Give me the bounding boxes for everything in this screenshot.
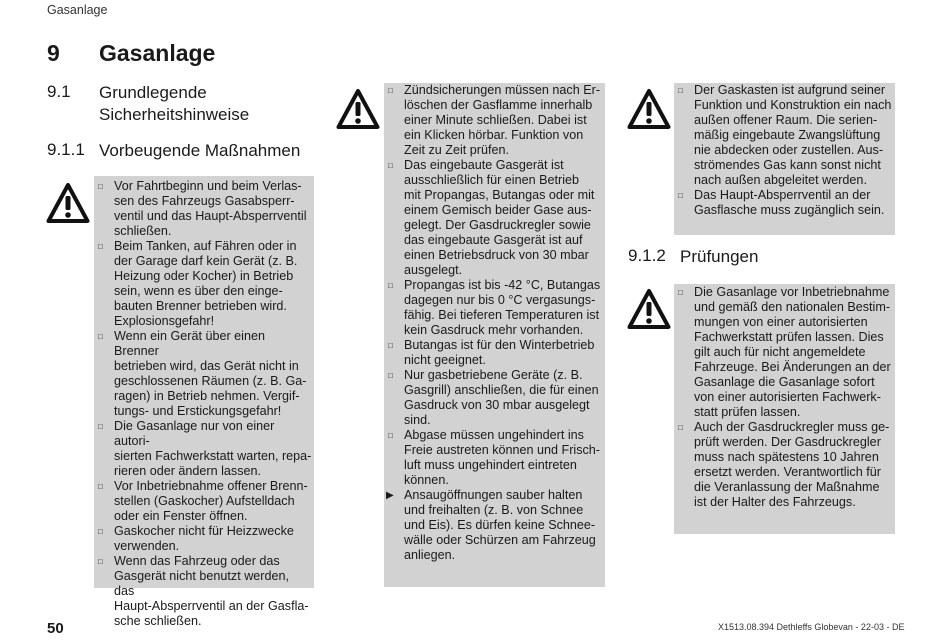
page-number: 50 bbox=[47, 620, 64, 637]
warning-box-inspections bbox=[674, 284, 895, 534]
text-line: Propangas ist bis -42 °C, Butangas bbox=[404, 278, 601, 292]
list-item bbox=[386, 428, 603, 488]
text-line: Gasgerät nicht benutzt werden, das bbox=[114, 569, 290, 598]
text-line: tungs- und Erstickungsgefahr! bbox=[114, 404, 282, 418]
small-square-bullet-icon: □ bbox=[98, 242, 103, 251]
text-line: Fahrzeuge. Bei Änderungen an der bbox=[694, 360, 891, 374]
chapter-number: 9 bbox=[47, 40, 60, 66]
text-line: anliegen. bbox=[404, 548, 456, 562]
small-square-bullet-icon: □ bbox=[678, 423, 683, 432]
text-line: mungen von einer autorisierten bbox=[694, 315, 868, 329]
list-item bbox=[386, 368, 603, 428]
small-square-bullet-icon: □ bbox=[98, 332, 103, 341]
text-line: strömendes Gas kann sonst nicht bbox=[694, 158, 881, 172]
warning-list bbox=[96, 179, 312, 629]
section-number-9-1-2: 9.1.2 bbox=[628, 246, 666, 265]
text-line: Nur gasbetriebene Geräte (z. B. bbox=[404, 368, 583, 382]
list-item bbox=[96, 329, 312, 419]
list-item bbox=[676, 285, 893, 420]
text-line: rieren oder ändern lassen. bbox=[114, 464, 262, 478]
text-line: Gaskocher nicht für Heizzwecke bbox=[114, 524, 294, 538]
text-line: sierten Fachwerkstatt warten, repa- bbox=[114, 449, 312, 463]
small-square-bullet-icon: □ bbox=[388, 281, 393, 290]
text-line: ausschließlich für einen Betrieb bbox=[404, 173, 580, 187]
text-line: sche schließen. bbox=[114, 614, 202, 628]
text-line: Freie austreten können und Frisch- bbox=[404, 443, 601, 457]
action-item-text bbox=[404, 488, 603, 563]
small-square-bullet-icon: □ bbox=[98, 182, 103, 191]
text-line: fähig. Bei tieferen Temperaturen ist bbox=[404, 308, 600, 322]
list-item bbox=[386, 338, 603, 368]
text-line: der Garage darf kein Gerät (z. B. bbox=[114, 254, 298, 268]
chapter-title: Gasanlage bbox=[99, 40, 216, 66]
text-line: Gasanlage die Gasanlage sofort bbox=[694, 375, 875, 389]
text-line: Die Gasanlage nur von einer autori- bbox=[114, 419, 275, 448]
small-square-bullet-icon: □ bbox=[678, 86, 683, 95]
list-item bbox=[96, 524, 312, 554]
warning-list bbox=[676, 83, 893, 218]
text-line: oder ein Fenster öffnen. bbox=[114, 509, 248, 523]
list-item bbox=[676, 420, 893, 510]
small-square-bullet-icon: □ bbox=[98, 527, 103, 536]
small-square-bullet-icon: □ bbox=[388, 371, 393, 380]
small-square-bullet-icon: □ bbox=[388, 161, 393, 170]
text-line: luft muss ungehindert eintreten bbox=[404, 458, 577, 472]
action-list bbox=[386, 488, 603, 563]
text-line: Auch der Gasdruckregler muss ge- bbox=[694, 420, 890, 434]
text-line: Zündsicherungen müssen nach Er- bbox=[404, 83, 601, 97]
list-item bbox=[96, 479, 312, 524]
list-item bbox=[96, 239, 312, 329]
arrow-right-icon: ▶ bbox=[386, 490, 394, 501]
warning-box-precautions bbox=[94, 176, 314, 628]
text-line: Gasdruck von 30 mbar ausgelegt bbox=[404, 398, 590, 412]
small-square-bullet-icon: □ bbox=[98, 422, 103, 431]
text-line: außen offener Raum. Die serien- bbox=[694, 113, 878, 127]
running-header: Gasanlage bbox=[47, 3, 108, 17]
warning-triangle-icon bbox=[46, 182, 90, 224]
text-line: mäßig eingebaute Zwangslüftung bbox=[694, 128, 881, 142]
text-line: ausgelegt. bbox=[404, 263, 463, 277]
text-line: einem Gemisch beider Gase aus- bbox=[404, 203, 592, 217]
text-line: ragen) in Betrieb nehmen. Vergif- bbox=[114, 389, 300, 403]
text-line: sein, wenn es über den einge- bbox=[114, 284, 283, 298]
warning-triangle-icon bbox=[627, 288, 671, 330]
text-line: Butangas ist für den Winterbetrieb bbox=[404, 338, 595, 352]
section-title-line: Sicherheitshinweise bbox=[99, 105, 250, 124]
document-reference: X1513.08.394 Dethleffs Globevan - 22-03 - DE bbox=[718, 622, 905, 632]
text-line: und gemäß den nationalen Bestim- bbox=[694, 300, 891, 314]
text-line: und Eis). Es dürfen keine Schnee- bbox=[404, 518, 596, 532]
text-line: Gasflasche muss zugänglich sein. bbox=[694, 203, 885, 217]
small-square-bullet-icon: □ bbox=[388, 341, 393, 350]
text-line: Zeit zu Zeit prüfen. bbox=[404, 143, 509, 157]
list-item bbox=[96, 179, 312, 239]
text-line: sen des Fahrzeugs Gasabsperr- bbox=[114, 194, 295, 208]
text-line: können. bbox=[404, 473, 449, 487]
text-line: nicht geeignet. bbox=[404, 353, 486, 367]
text-line: betrieben wird, das Gerät nicht in bbox=[114, 359, 299, 373]
text-line: Abgase müssen ungehindert ins bbox=[404, 428, 584, 442]
text-line: Wenn das Fahrzeug oder das bbox=[114, 554, 280, 568]
text-line: ersetzt werden. Verantwortlich für bbox=[694, 465, 881, 479]
text-line: Haupt-Absperrventil an der Gasfla- bbox=[114, 599, 309, 613]
text-line: Gasgrill) anschließen, die für einen bbox=[404, 383, 599, 397]
text-line: einen Betriebsdruck von 30 mbar bbox=[404, 248, 589, 262]
text-line: die Veranlassung der Maßnahme bbox=[694, 480, 880, 494]
text-line: geschlossenen Räumen (z. B. Ga- bbox=[114, 374, 307, 388]
section-number-9-1-1: 9.1.1 bbox=[47, 140, 85, 159]
text-line: stellen (Gaskocher) Aufstelldach bbox=[114, 494, 295, 508]
text-line: kein Gasdruck mehr vorhanden. bbox=[404, 323, 584, 337]
text-line: das eingebaute Gasgerät ist auf bbox=[404, 233, 583, 247]
list-item bbox=[676, 188, 893, 218]
list-item bbox=[386, 278, 603, 338]
small-square-bullet-icon: □ bbox=[98, 482, 103, 491]
text-line: schließen. bbox=[114, 224, 172, 238]
text-line: Vor Fahrtbeginn und beim Verlas- bbox=[114, 179, 302, 193]
warning-box-gas-devices bbox=[384, 83, 605, 587]
small-square-bullet-icon: □ bbox=[678, 288, 683, 297]
text-line: einer Minute schließen. Dabei ist bbox=[404, 113, 587, 127]
text-line: Fachwerkstatt prüfen lassen. Dies bbox=[694, 330, 884, 344]
text-line: Vor Inbetriebnahme offener Brenn- bbox=[114, 479, 308, 493]
text-line: ist der Halter des Fahrzeugs. bbox=[694, 495, 856, 509]
text-line: sind. bbox=[404, 413, 431, 427]
section-title-9-1 bbox=[99, 82, 249, 126]
warning-list bbox=[386, 83, 603, 488]
warning-triangle-icon bbox=[627, 88, 671, 130]
text-line: dagegen nur bis 0 °C vergasungs- bbox=[404, 293, 596, 307]
text-line: gilt auch für nicht angemeldete bbox=[694, 345, 866, 359]
text-line: Ansaugöffnungen sauber halten bbox=[404, 488, 583, 502]
text-line: löschen der Gasflamme innerhalb bbox=[404, 98, 593, 112]
text-line: statt prüfen lassen. bbox=[694, 405, 801, 419]
text-line: prüft werden. Der Gasdruckregler bbox=[694, 435, 881, 449]
small-square-bullet-icon: □ bbox=[388, 431, 393, 440]
section-title-line: Grundlegende bbox=[99, 83, 207, 102]
text-line: Beim Tanken, auf Fähren oder in bbox=[114, 239, 297, 253]
text-line: Der Gaskasten ist aufgrund seiner bbox=[694, 83, 886, 97]
small-square-bullet-icon: □ bbox=[678, 191, 683, 200]
list-item bbox=[96, 419, 312, 479]
text-line: Die Gasanlage vor Inbetriebnahme bbox=[694, 285, 890, 299]
text-line: Explosionsgefahr! bbox=[114, 314, 215, 328]
text-line: mit Propangas, Butangas oder mit bbox=[404, 188, 595, 202]
warning-list bbox=[676, 285, 893, 510]
text-line: muss nach spätestens 10 Jahren bbox=[694, 450, 879, 464]
list-item bbox=[386, 83, 603, 158]
section-title-9-1-2: Prüfungen bbox=[680, 247, 759, 266]
list-item bbox=[96, 554, 312, 629]
text-line: verwenden. bbox=[114, 539, 180, 553]
text-line: von einer autorisierten Fachwerk- bbox=[694, 390, 881, 404]
text-line: Das Haupt-Absperrventil an der bbox=[694, 188, 871, 202]
text-line: gelegt. Der Gasdruckregler sowie bbox=[404, 218, 591, 232]
section-number-9-1: 9.1 bbox=[47, 82, 71, 101]
text-line: nie abdecken oder zustellen. Aus- bbox=[694, 143, 884, 157]
section-title-9-1-1: Vorbeugende Maßnahmen bbox=[99, 141, 301, 160]
action-item bbox=[386, 488, 603, 563]
text-line: ein Klicken hörbar. Funktion von bbox=[404, 128, 584, 142]
text-line: ventil und das Haupt-Absperrventil bbox=[114, 209, 307, 223]
list-item bbox=[676, 83, 893, 188]
text-line: Heizung oder Kocher) in Betrieb bbox=[114, 269, 294, 283]
text-line: und freihalten (z. B. von Schnee bbox=[404, 503, 584, 517]
text-line: bauten Brenner betrieben wird. bbox=[114, 299, 287, 313]
text-line: Funktion und Konstruktion ein nach bbox=[694, 98, 892, 112]
small-square-bullet-icon: □ bbox=[98, 557, 103, 566]
text-line: wälle oder Schürzen am Fahrzeug bbox=[404, 533, 596, 547]
text-line: nach außen abgeleitet werden. bbox=[694, 173, 867, 187]
warning-triangle-icon bbox=[336, 88, 380, 130]
small-square-bullet-icon: □ bbox=[388, 86, 393, 95]
list-item bbox=[386, 158, 603, 278]
warning-box-gas-box bbox=[674, 83, 895, 235]
text-line: Wenn ein Gerät über einen Brenner bbox=[114, 329, 265, 358]
text-line: Das eingebaute Gasgerät ist bbox=[404, 158, 564, 172]
